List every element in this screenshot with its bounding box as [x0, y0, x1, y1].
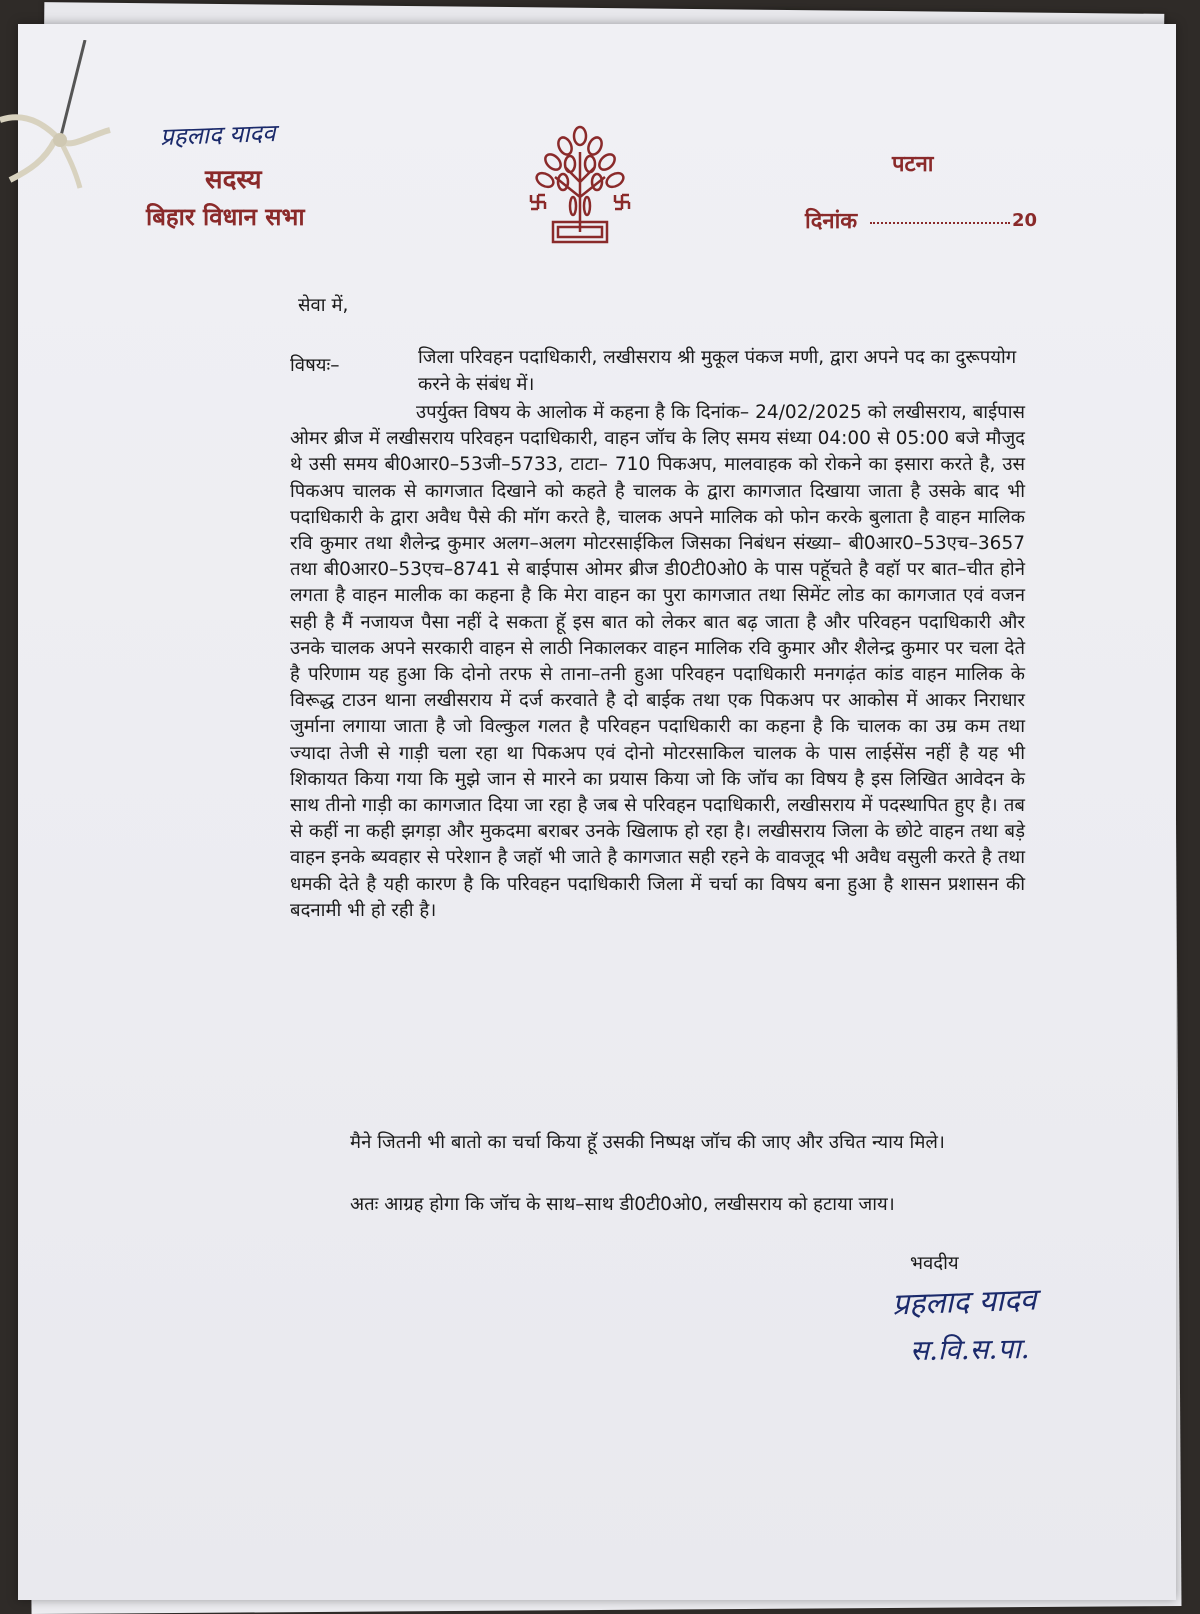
closing: भवदीय [910, 1253, 959, 1274]
signature-title: स.वि.स.पा. [909, 1331, 1030, 1368]
subject-label: विषयः– [290, 355, 340, 376]
date-dotted-line [870, 222, 1010, 224]
letterhead-assembly: बिहार विधान सभा [146, 203, 305, 231]
letter-paragraph-appeal: अतः आग्रह होगा कि जॉच के साथ–साथ डी0टी0ओ0, लखीसराय को हटाया जाय। [350, 1194, 895, 1215]
letterhead-city: पटना [892, 152, 934, 177]
letter-body: उपर्युक्त विषय के आलोक में कहना है कि दिनांक– 24/02/2025 को लखीसराय, बाईपास ओमर ब्रीज में लखीसराय परिवहन पदाधिकारी, वाहन जॉच के लिए समय संध्या 04:00 से 05:00 बजे मौजुद थे उसी समय बी0आर0–53जी–5733, टाटा– 710 पिकअप, मालवाहक को रोकने का इसारा करते है, उस पिकअप चालक से कागजात दिखाने को कहते है चालक के द्वारा कागजात दिखाया जाता है उसके बाद भी पदाधिकारी के द्वारा अवैध पैसे की मॉग करते है, चालक अपने मालिक को फोन करके बुलाता है वाहन मालिक रवि कुमार तथा शैलेन्द्र कुमार अलग–अलग मोटरसाईकिल जिसका निबंधन संख्या– बी0आर0–53एच–3657 तथा बी0आर0–53एच–8741 से बाईपास ओमर ब्रीज डी0टी0ओ0 के पास पहूॅचते है वहॉ पर बात–चीत होने लगता है वाहन मालीक का कहना है कि मेरा वाहन का पुरा कागजात तथा सिमेंट लोड का कागजात एवं वजन सही है मैं नजायज पैसा नहीं दे सकता हूॅ इस बात को लेकर बात बढ़ जाता है और परिवहन पदाधिकारी और उनके चालक अपने सरकारी वाहन से लाठी निकालकर वाहन मालिक रवि कुमार और शैलेन्द्र कुमार पर चला देते है परिणाम यह हुआ कि दोनो तरफ से ताना–तनी हुआ परिवहन पदाधिकारी मनगढ़ंत कांड वाहन मालिक के विरूद्ध टाउन थाना लखीसराय में दर्ज करवाते है दो बाईक तथा एक पिकअप पर आकोस में आकर निराधार जुर्माना लगाया जाता है जो विल्कुल गलत है परिवहन पदाधिकारी का कहना है कि चालक का उम्र कम तथा ज्यादा तेजी से गाड़ी चला रहा था पिकअप एवं दोनो मोटरसाकिल चालक के पास लाईसेंस नहीं है यह भी शिकायत किया गया कि मुझे जान से मारने का प्रयास किया जो कि जॉच का विषय है इस लिखित आवेदन के साथ तीनो गाड़ी का कागजात दिया जा रहा है जब से परिवहन पदाधिकारी, लखीसराय में पदस्थापित हुए है। तब से कहीं ना कही झगड़ा और मुकदमा बराबर उनके खिलाफ हो रहा है। लखीसराय जिला के छोटे वाहन तथा बड़े वाहन इनके ब्यवहार से परेशान है जहॉ भी जाते है कागजात सही रहने के वावजूद भी अवैध वसुली करते है तथा धमकी देते है यही कारण है कि परिवहन पदाधिकारी जिला में चर्चा का विषय बना हुआ है शासन प्रशासन की बदनामी भी हो रही है। [290, 402, 1025, 921]
letterhead-date-label: दिनांक [805, 209, 858, 234]
letterhead-year: 20 [1012, 210, 1038, 231]
binding-string [0, 40, 130, 190]
subject-text: जिला परिवहन पदाधिकारी, लखीसराय श्री मुकूल पंकज मणी, द्वारा अपने पद का दुरूपयोग करने के संबंध में। [418, 347, 1017, 395]
bodhi-tree-emblem-icon [525, 122, 635, 252]
letter-paragraph-request: मैने जितनी भी बातो का चर्चा किया हूॅ उसकी निष्पक्ष जॉच की जाए और उचित न्याय मिले। [350, 1132, 945, 1153]
letterhead-member: सदस्य [205, 165, 262, 195]
handwritten-name-top: प्रहलाद यादव [159, 118, 276, 152]
salutation: सेवा में, [298, 295, 349, 316]
signature-name: प्रहलाद यादव [891, 1282, 1037, 1323]
